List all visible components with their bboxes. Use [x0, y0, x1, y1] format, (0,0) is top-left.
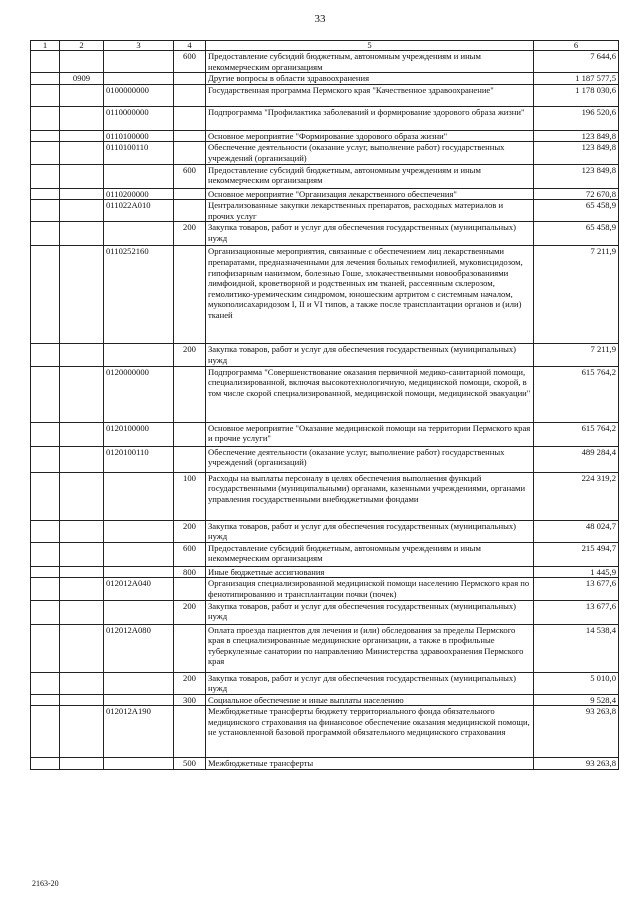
section-cell	[31, 222, 60, 246]
name-cell: Межбюджетные трансферты бюджету территориального фонда обязательного медицинского страхования на финансовое обеспечение оказания медицинской помощи, не установленной базовой программой обязательного медицинского страхования	[206, 706, 534, 758]
amount-cell: 7 644,6	[534, 51, 619, 73]
subsection-cell	[60, 51, 104, 73]
subsection-cell: 0909	[60, 73, 104, 85]
section-cell	[31, 706, 60, 758]
subsection-cell	[60, 246, 104, 344]
budget-table	[30, 40, 619, 770]
name-cell: Закупка товаров, работ и услуг для обеспечения государственных (муниципальных) нужд	[206, 222, 534, 246]
amount-cell: 123 849,8	[534, 142, 619, 164]
target-article-cell: 0100000000	[104, 84, 174, 106]
amount-cell: 5 010,0	[534, 672, 619, 694]
page-number: 33	[314, 13, 326, 25]
table-row	[31, 520, 619, 542]
section-cell	[31, 672, 60, 694]
target-article-cell: 0120100000	[104, 422, 174, 446]
target-article-cell	[104, 222, 174, 246]
name-cell: Другие вопросы в области здравоохранения	[206, 73, 534, 85]
table-row	[31, 246, 619, 344]
amount-cell: 1 178 030,6	[534, 84, 619, 106]
section-cell	[31, 472, 60, 520]
subsection-cell	[60, 566, 104, 578]
expense-type-cell: 300	[174, 694, 206, 706]
target-article-cell	[104, 164, 174, 188]
section-cell	[31, 188, 60, 200]
amount-cell: 93 263,8	[534, 758, 619, 770]
target-article-cell: 0110200000	[104, 188, 174, 200]
amount-cell: 65 458,9	[534, 222, 619, 246]
name-cell: Организация специализированной медицинской помощи населению Пермского края по фенотипированию и трансплантации почки (почек)	[206, 578, 534, 600]
table-row	[31, 578, 619, 600]
subsection-cell	[60, 446, 104, 472]
table-row	[31, 84, 619, 106]
name-cell: Обеспечение деятельности (оказание услуг, выполнение работ) государственных учреждений (организаций)	[206, 446, 534, 472]
amount-cell: 13 677,6	[534, 578, 619, 600]
name-cell: Закупка товаров, работ и услуг для обеспечения государственных (муниципальных) нужд	[206, 672, 534, 694]
subsection-cell	[60, 366, 104, 422]
expense-type-cell	[174, 200, 206, 222]
subsection-cell	[60, 520, 104, 542]
expense-type-cell	[174, 706, 206, 758]
expense-type-cell: 200	[174, 222, 206, 246]
expense-type-cell	[174, 130, 206, 142]
amount-cell: 14 538,4	[534, 624, 619, 672]
subsection-cell	[60, 106, 104, 130]
section-cell	[31, 366, 60, 422]
name-cell: Предоставление субсидий бюджетным, автономным учреждениям и иным некоммерческим организациям	[206, 542, 534, 566]
target-article-cell	[104, 472, 174, 520]
name-cell: Закупка товаров, работ и услуг для обеспечения государственных (муниципальных) нужд	[206, 600, 534, 624]
subsection-cell	[60, 200, 104, 222]
expense-type-cell: 200	[174, 344, 206, 366]
amount-cell: 489 284,4	[534, 446, 619, 472]
expense-type-cell	[174, 84, 206, 106]
header-row	[31, 41, 619, 51]
expense-type-cell	[174, 106, 206, 130]
name-cell: Организационные мероприятия, связанные с обеспечением лиц лекарственными препаратами, предназначенными для лечения больных гемофилией, муковисцидозом, гипофизарным нанизмом, болезнью Гоше, злокачественными новообразованиями лимфоидной, кроветворной и родственных им тканей, рассеянным склерозом, гемолитико-уремическим синдромом, юношеским артритом с системным началом, мукополисахаридозом I, II и VI типов, а также после трансплантации органов и (или) тканей	[206, 246, 534, 344]
target-article-cell	[104, 51, 174, 73]
target-article-cell: 0120100110	[104, 446, 174, 472]
name-cell: Подпрограмма "Совершенствование оказания первичной медико-санитарной помощи, специализированной, включая высокотехнологичную, медицинской помощи, скорой, в том числе скорой специализированной, медицинской помощи, медицинской эвакуации"	[206, 366, 534, 422]
expense-type-cell: 600	[174, 542, 206, 566]
table-row	[31, 600, 619, 624]
table-row	[31, 366, 619, 422]
amount-cell: 1 445,9	[534, 566, 619, 578]
expense-type-cell	[174, 624, 206, 672]
expense-type-cell	[174, 578, 206, 600]
target-article-cell: 0110100000	[104, 130, 174, 142]
target-article-cell: 012012A080	[104, 624, 174, 672]
name-cell: Межбюджетные трансферты	[206, 758, 534, 770]
table-row	[31, 142, 619, 164]
amount-cell: 9 528,4	[534, 694, 619, 706]
header-col-5: 5	[206, 41, 534, 51]
section-cell	[31, 344, 60, 366]
amount-cell: 224 319,2	[534, 472, 619, 520]
subsection-cell	[60, 672, 104, 694]
header-col-2: 2	[60, 41, 104, 51]
target-article-cell	[104, 694, 174, 706]
expense-type-cell: 100	[174, 472, 206, 520]
subsection-cell	[60, 422, 104, 446]
table-row	[31, 222, 619, 246]
table-row	[31, 624, 619, 672]
expense-type-cell: 600	[174, 51, 206, 73]
table-row	[31, 73, 619, 85]
subsection-cell	[60, 130, 104, 142]
expense-type-cell	[174, 366, 206, 422]
name-cell: Государственная программа Пермского края "Качественное здравоохранение"	[206, 84, 534, 106]
table-row	[31, 758, 619, 770]
expense-type-cell	[174, 188, 206, 200]
section-cell	[31, 246, 60, 344]
expense-type-cell	[174, 142, 206, 164]
name-cell: Закупка товаров, работ и услуг для обеспечения государственных (муниципальных) нужд	[206, 520, 534, 542]
target-article-cell	[104, 520, 174, 542]
expense-type-cell: 200	[174, 600, 206, 624]
section-cell	[31, 694, 60, 706]
section-cell	[31, 422, 60, 446]
target-article-cell: 0120000000	[104, 366, 174, 422]
amount-cell: 7 211,9	[534, 344, 619, 366]
table-row	[31, 672, 619, 694]
table-row	[31, 542, 619, 566]
expense-type-cell: 800	[174, 566, 206, 578]
table-row	[31, 566, 619, 578]
target-article-cell	[104, 672, 174, 694]
section-cell	[31, 446, 60, 472]
table-row	[31, 446, 619, 472]
section-cell	[31, 600, 60, 624]
section-cell	[31, 624, 60, 672]
amount-cell: 123 849,8	[534, 130, 619, 142]
section-cell	[31, 200, 60, 222]
target-article-cell	[104, 344, 174, 366]
table-row	[31, 694, 619, 706]
section-cell	[31, 73, 60, 85]
target-article-cell	[104, 73, 174, 85]
target-article-cell: 012012A190	[104, 706, 174, 758]
name-cell: Оплата проезда пациентов для лечения и (или) обследования за пределы Пермского края в специализированные медицинские организации, а также в профильные туберкулезные санатории по направлению Министерства здравоохранения Пермского края	[206, 624, 534, 672]
table-row	[31, 130, 619, 142]
expense-type-cell	[174, 246, 206, 344]
section-cell	[31, 106, 60, 130]
table-row	[31, 472, 619, 520]
subsection-cell	[60, 84, 104, 106]
table-row	[31, 164, 619, 188]
target-article-cell: 0110252160	[104, 246, 174, 344]
section-cell	[31, 758, 60, 770]
subsection-cell	[60, 472, 104, 520]
expense-type-cell	[174, 73, 206, 85]
target-article-cell	[104, 758, 174, 770]
table-row	[31, 422, 619, 446]
subsection-cell	[60, 542, 104, 566]
subsection-cell	[60, 142, 104, 164]
name-cell: Иные бюджетные ассигнования	[206, 566, 534, 578]
subsection-cell	[60, 706, 104, 758]
target-article-cell	[104, 542, 174, 566]
section-cell	[31, 542, 60, 566]
amount-cell: 1 187 577,5	[534, 73, 619, 85]
header-col-1: 1	[31, 41, 60, 51]
name-cell: Подпрограмма "Профилактика заболеваний и формирование здорового образа жизни"	[206, 106, 534, 130]
amount-cell: 48 024,7	[534, 520, 619, 542]
target-article-cell	[104, 600, 174, 624]
name-cell: Основное мероприятие "Формирование здорового образа жизни"	[206, 130, 534, 142]
expense-type-cell: 200	[174, 672, 206, 694]
amount-cell: 123 849,8	[534, 164, 619, 188]
subsection-cell	[60, 164, 104, 188]
subsection-cell	[60, 624, 104, 672]
name-cell: Основное мероприятие "Оказание медицинской помощи на территории Пермского края и прочие услуги"	[206, 422, 534, 446]
header-col-6: 6	[534, 41, 619, 51]
expense-type-cell: 500	[174, 758, 206, 770]
table-row	[31, 51, 619, 73]
section-cell	[31, 51, 60, 73]
table-row	[31, 200, 619, 222]
amount-cell: 7 211,9	[534, 246, 619, 344]
header-col-4: 4	[174, 41, 206, 51]
subsection-cell	[60, 694, 104, 706]
name-cell: Расходы на выплаты персоналу в целях обеспечения выполнения функций государственными (муниципальными) органами, казенными учреждениями, органами управления государственными внебюджетными фондами	[206, 472, 534, 520]
name-cell: Социальное обеспечение и иные выплаты населению	[206, 694, 534, 706]
name-cell: Обеспечение деятельности (оказание услуг, выполнение работ) государственных учреждений (организаций)	[206, 142, 534, 164]
section-cell	[31, 520, 60, 542]
target-article-cell: 011022A010	[104, 200, 174, 222]
expense-type-cell	[174, 446, 206, 472]
name-cell: Централизованные закупки лекарственных препаратов, расходных материалов и прочих услуг	[206, 200, 534, 222]
subsection-cell	[60, 222, 104, 246]
amount-cell: 215 494,7	[534, 542, 619, 566]
table-row	[31, 344, 619, 366]
target-article-cell: 0110000000	[104, 106, 174, 130]
amount-cell: 196 520,6	[534, 106, 619, 130]
subsection-cell	[60, 188, 104, 200]
subsection-cell	[60, 600, 104, 624]
section-cell	[31, 566, 60, 578]
name-cell: Предоставление субсидий бюджетным, автономным учреждениям и иным некоммерческим организациям	[206, 51, 534, 73]
subsection-cell	[60, 758, 104, 770]
target-article-cell	[104, 566, 174, 578]
amount-cell: 615 764,2	[534, 422, 619, 446]
section-cell	[31, 164, 60, 188]
table-row	[31, 106, 619, 130]
expense-type-cell: 200	[174, 520, 206, 542]
name-cell: Закупка товаров, работ и услуг для обеспечения государственных (муниципальных) нужд	[206, 344, 534, 366]
expense-type-cell	[174, 422, 206, 446]
header-col-3: 3	[104, 41, 174, 51]
target-article-cell: 012012A040	[104, 578, 174, 600]
expense-type-cell: 600	[174, 164, 206, 188]
section-cell	[31, 130, 60, 142]
name-cell: Предоставление субсидий бюджетным, автономным учреждениям и иным некоммерческим организациям	[206, 164, 534, 188]
amount-cell: 65 458,9	[534, 200, 619, 222]
amount-cell: 72 670,8	[534, 188, 619, 200]
target-article-cell: 0110100110	[104, 142, 174, 164]
section-cell	[31, 142, 60, 164]
table-row	[31, 188, 619, 200]
amount-cell: 615 764,2	[534, 366, 619, 422]
subsection-cell	[60, 578, 104, 600]
section-cell	[31, 84, 60, 106]
table-row	[31, 706, 619, 758]
section-cell	[31, 578, 60, 600]
subsection-cell	[60, 344, 104, 366]
name-cell: Основное мероприятие "Организация лекарственного обеспечения"	[206, 188, 534, 200]
footer-code: 2163-20	[32, 879, 59, 888]
amount-cell: 13 677,6	[534, 600, 619, 624]
amount-cell: 93 263,8	[534, 706, 619, 758]
